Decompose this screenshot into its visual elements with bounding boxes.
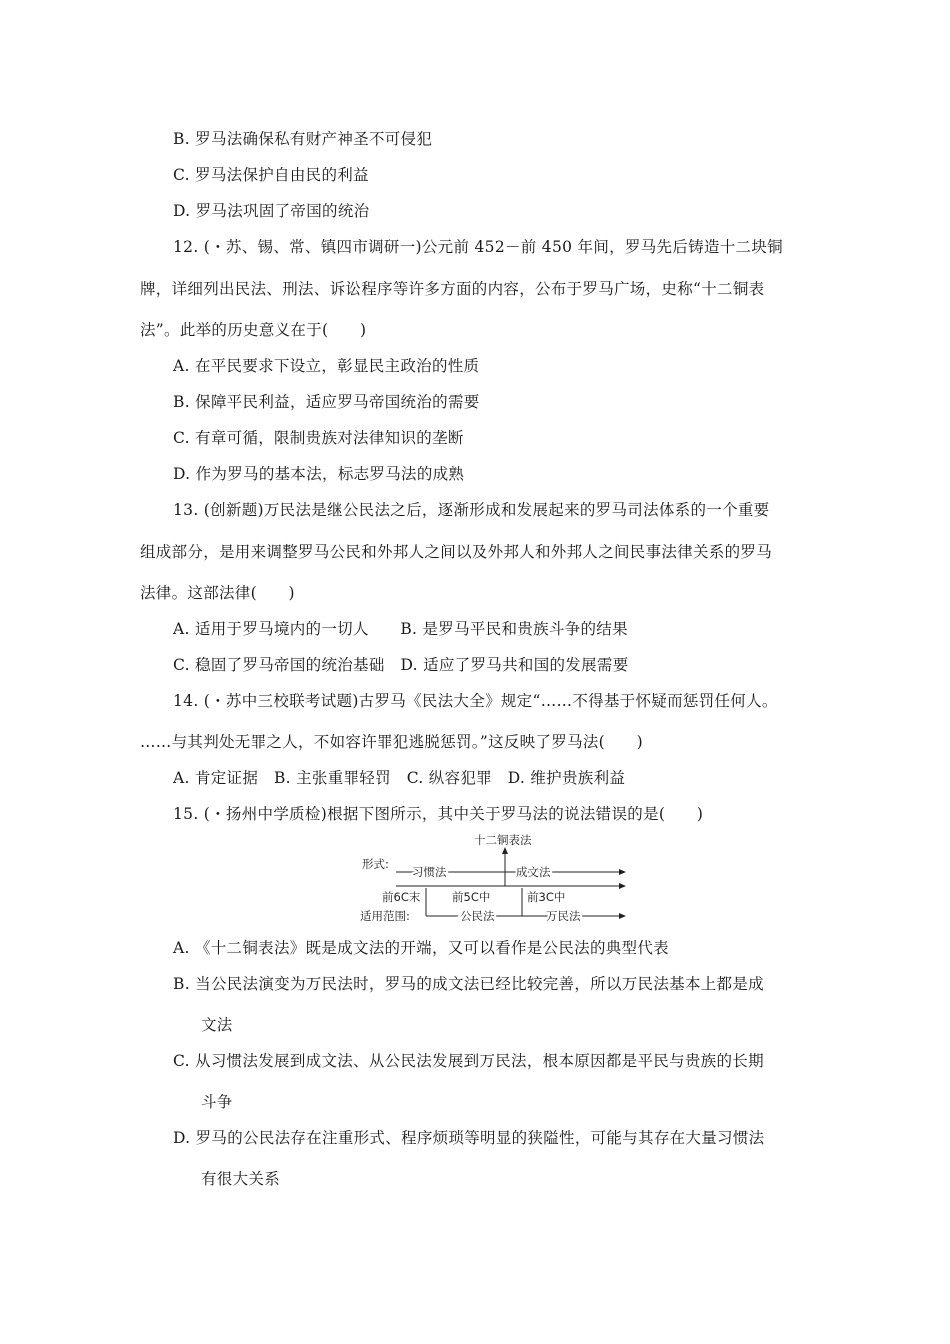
q15-option-b-line2: 文法 (201, 1016, 233, 1034)
label-twelve-tables: 十二铜表法 (474, 833, 532, 847)
label-law-of-nations: 万民法 (546, 909, 581, 923)
q14-stem-line2: ……与其判处无罪之人，不如容许罪犯逃脱惩罚。”这反映了罗马法( ) (140, 733, 643, 751)
q15-option-c-line1: C. 从习惯法发展到成文法、从公民法发展到万民法，根本原因都是平民与贵族的长期 (173, 1052, 764, 1070)
q15-option-d-line2: 有很大关系 (201, 1170, 281, 1188)
q12-stem-line1: 12. (・苏、锡、常、镇四市调研一)公元前 452－前 450 年间，罗马先后铸造十二块铜 (173, 238, 783, 256)
q14-options: A. 肯定证据 B. 主张重罪轻罚 C. 纵容犯罪 D. 维护贵族利益 (173, 769, 626, 787)
scope-axis-arrowhead (619, 913, 626, 919)
form-axis-arrowhead (619, 869, 626, 875)
q12-option-a: A. 在平民要求下设立，彰显民主政治的性质 (173, 357, 480, 375)
q11-option-d: D. 罗马法巩固了帝国的统治 (173, 202, 370, 220)
q13-options-ab: A. 适用于罗马境内的一切人 B. 是罗马平民和贵族斗争的结果 (173, 620, 628, 638)
label-written-law: 成文法 (516, 865, 551, 879)
label-time-2: 前5C中 (452, 890, 491, 904)
label-time-3: 前3C中 (527, 890, 566, 904)
roman-law-timeline-diagram (360, 830, 630, 925)
q13-options-cd: C. 稳固了罗马帝国的统治基础 D. 适应了罗马共和国的发展需要 (173, 656, 629, 674)
q11-option-c: C. 罗马法保护自由民的利益 (173, 166, 369, 184)
time-axis-arrowhead (619, 883, 626, 889)
q13-stem-line1: 13. (创新题)万民法是继公民法之后，逐渐形成和发展起来的罗马司法体系的一个重要 (173, 501, 770, 519)
q15-stem: 15. (・扬州中学质检)根据下图所示，其中关于罗马法的说法错误的是( ) (173, 805, 704, 823)
q15-option-d-line1: D. 罗马的公民法存在注重形式、程序烦琐等明显的狭隘性，可能与其存在大量习惯法 (173, 1129, 765, 1147)
bronze-tables-arrowhead (502, 847, 508, 854)
q12-stem-line2: 牌，详细列出民法、刑法、诉讼程序等许多方面的内容，公布于罗马广场，史称“十二铜表 (140, 280, 765, 298)
label-form: 形式: (362, 857, 389, 871)
q11-option-b: B. 罗马法确保私有财产神圣不可侵犯 (173, 130, 433, 148)
q15-option-c-line2: 斗争 (201, 1093, 233, 1111)
q12-option-c: C. 有章可循，限制贵族对法律知识的垄断 (173, 429, 464, 447)
q13-stem-line2: 组成部分，是用来调整罗马公民和外邦人之间以及外邦人和外邦人之间民事法律关系的罗马 (140, 543, 773, 561)
q12-stem-line3: 法”。此举的历史意义在于( ) (140, 321, 367, 339)
label-customary-law: 习惯法 (412, 865, 447, 879)
label-scope: 适用范围: (360, 909, 410, 923)
q12-option-b: B. 保障平民利益，适应罗马帝国统治的需要 (173, 393, 480, 411)
q13-stem-line3: 法律。这部法律( ) (140, 584, 295, 602)
label-civil-law: 公民法 (460, 909, 495, 923)
q15-option-a: A. 《十二铜表法》既是成文法的开端，又可以看作是公民法的典型代表 (173, 939, 669, 957)
label-time-1: 前6C末 (382, 890, 421, 904)
q12-option-d: D. 作为罗马的基本法，标志罗马法的成熟 (173, 465, 465, 483)
q15-option-b-line1: B. 当公民法演变为万民法时，罗马的成文法已经比较完善，所以万民法基本上都是成 (173, 975, 764, 993)
q14-stem-line1: 14. (・苏中三校联考试题)古罗马《民法大全》规定“……不得基于怀疑而惩罚任何人。 (173, 692, 778, 710)
